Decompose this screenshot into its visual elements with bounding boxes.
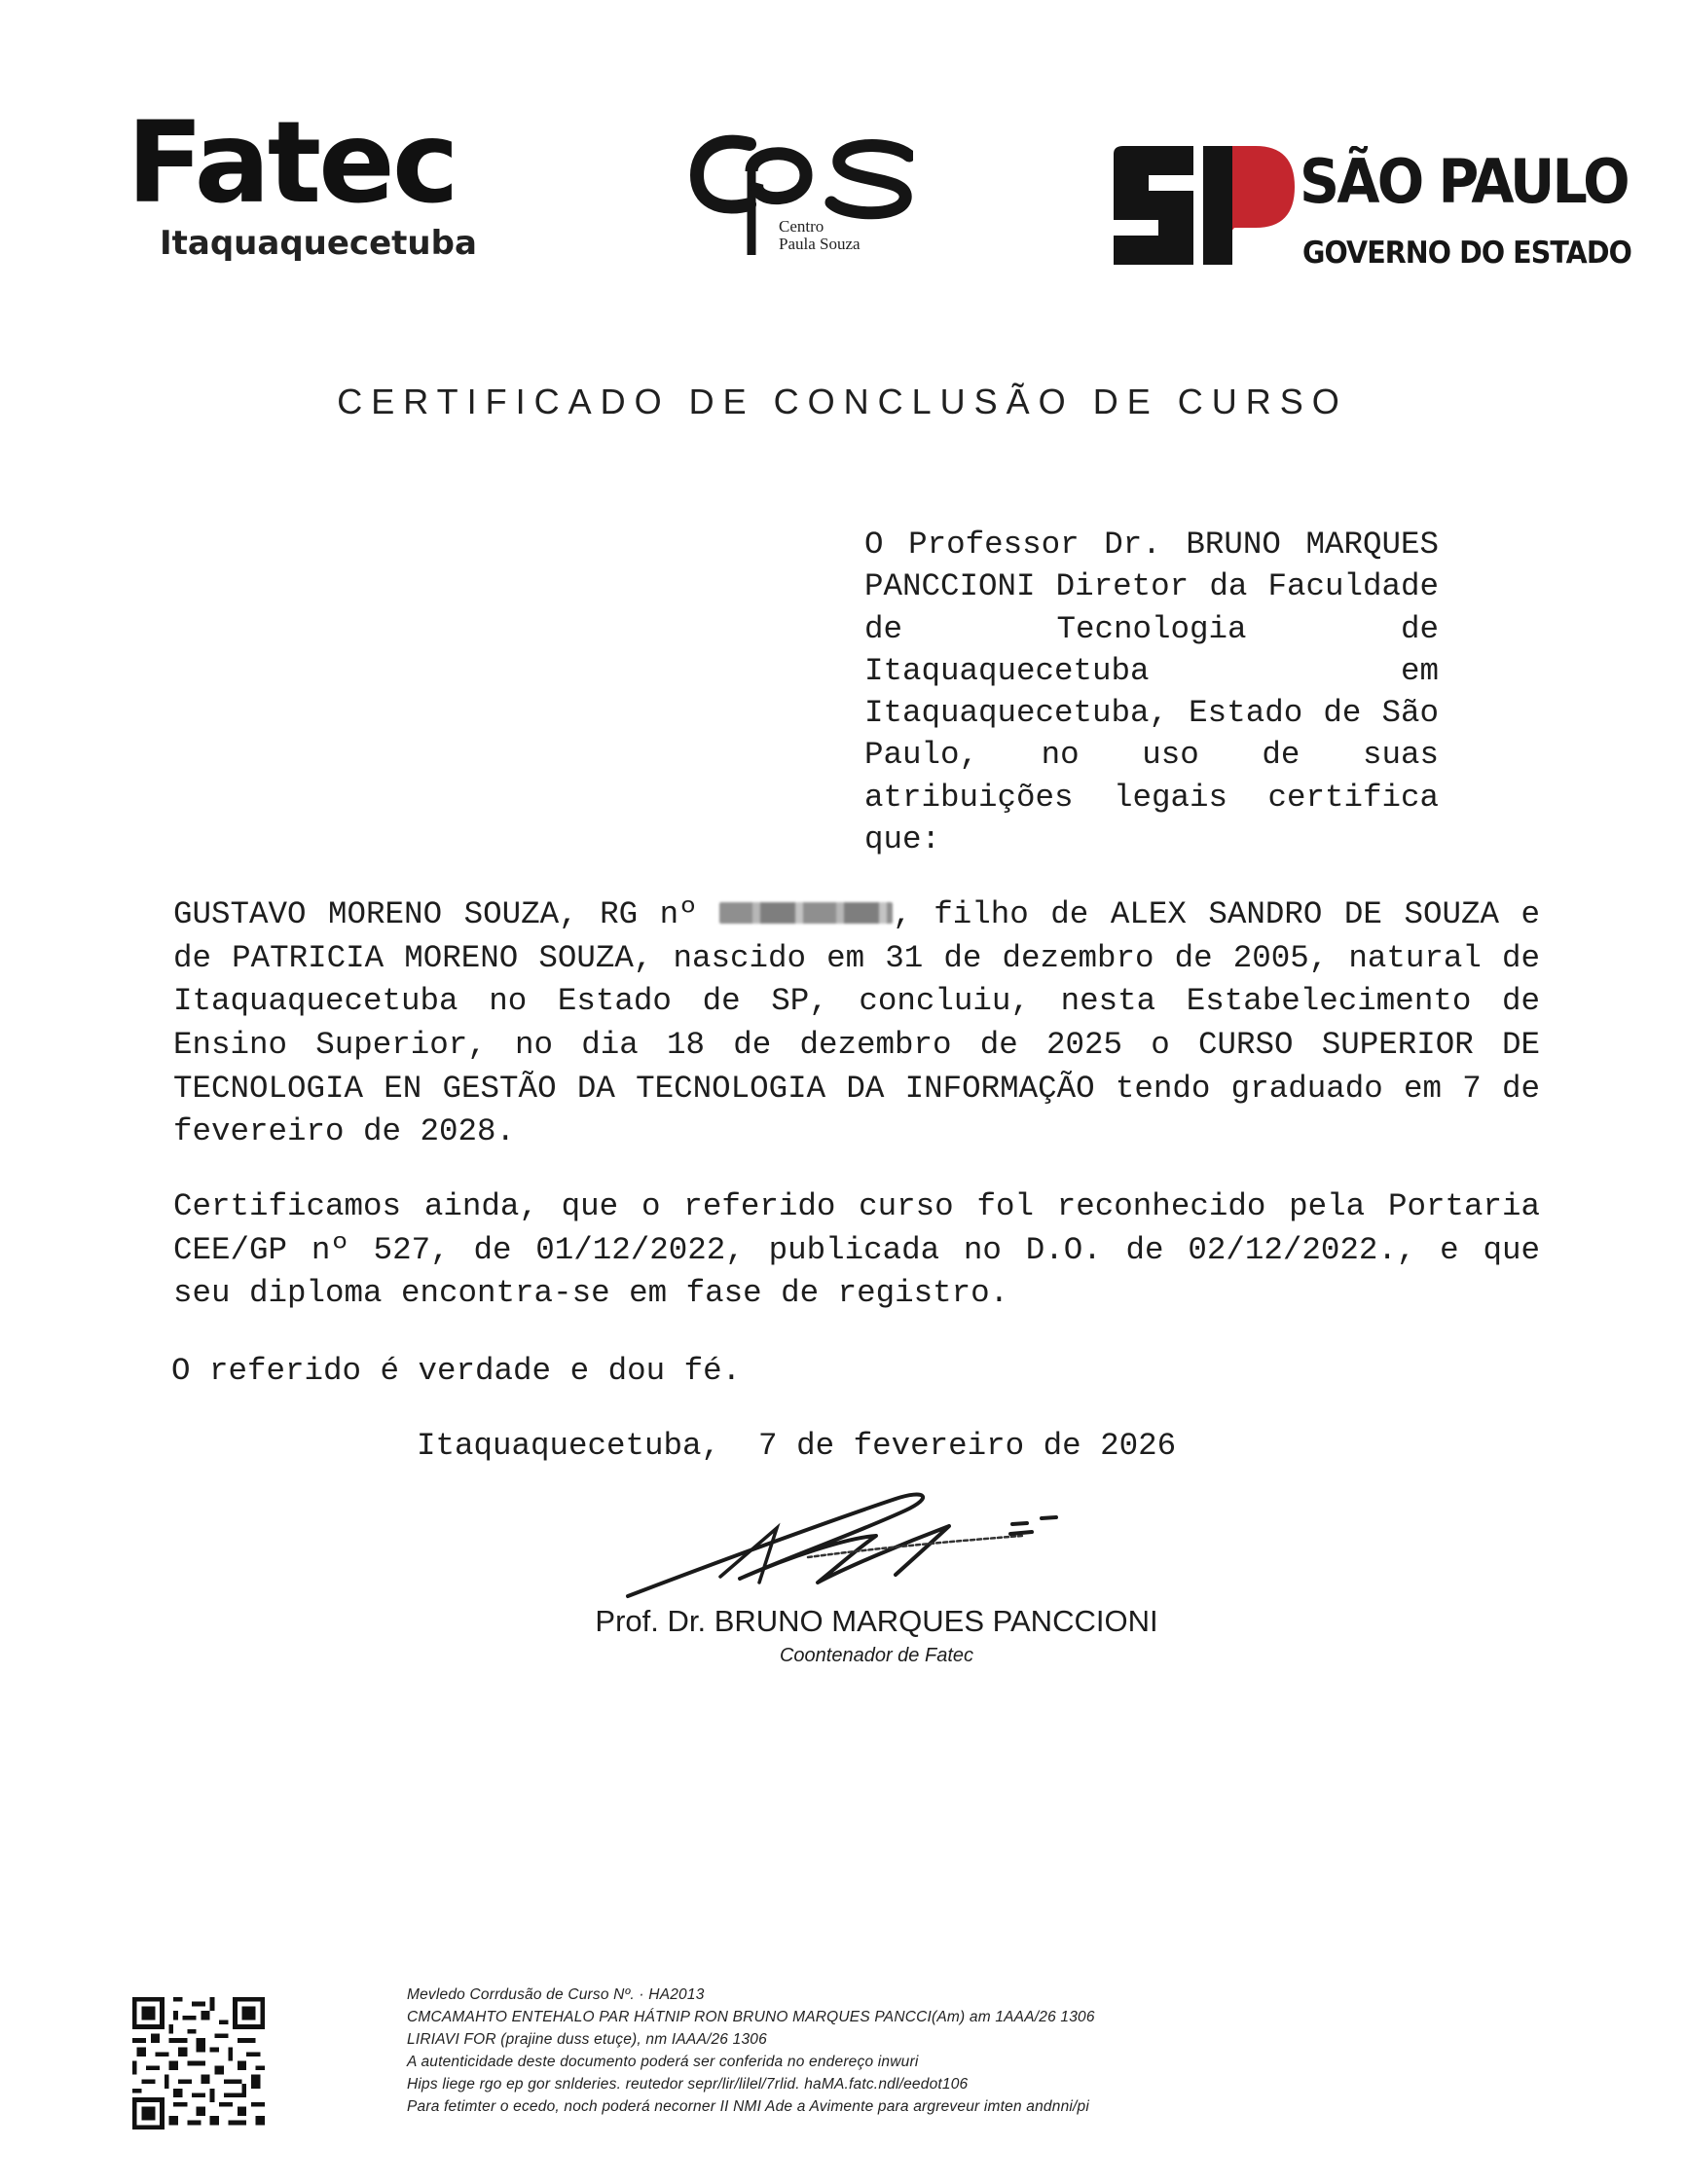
footer-authentication-notes	[407, 1984, 1283, 2118]
intro-line: O Professor Dr. BRUNO MARQUES	[864, 527, 1439, 563]
fatec-logo	[127, 97, 477, 263]
intro-line: PANCCIONI Diretor da Faculdade	[864, 568, 1439, 605]
certification-line: Ensino Superior, no dia 18 de dezembro de 2025 o CURSO SUPERIOR DE	[173, 1027, 1540, 1064]
sp-logo-subtitle: GOVERNO DO ESTADO	[1302, 236, 1631, 271]
certification-paragraph	[173, 893, 1540, 1154]
recognition-line: seu diploma encontra-se em fase de registro.	[173, 1275, 1009, 1312]
certification-line: Itaquaquecetuba no Estado de SP, concluiu, nesta Estabelecimento de	[173, 983, 1540, 1020]
footer-line: Para fetimter o ecedo, noch poderá necorner II NMI Ade a Avimente para argreveur imten andnni/pi	[407, 2098, 1090, 2115]
certification-line-with-rg	[173, 893, 1540, 937]
certification-line: fevereiro de 2028.	[173, 1113, 516, 1150]
place-and-date: Itaquaquecetuba, 7 de fevereiro de 2026	[417, 1428, 1177, 1464]
closing-statement: O referido é verdade e dou fé.	[171, 1353, 742, 1389]
recognition-line: Certificamos ainda, que o referido curso fol reconhecido pela Portaria	[173, 1188, 1540, 1224]
cps-caption-line1: Centro	[779, 217, 824, 236]
document-title: CERTIFICADO DE CONCLUSÃO DE CURSO	[337, 382, 1348, 421]
recognition-line: CEE/GP nº 527, de 01/12/2022, publicada no D.O. de 02/12/2022., e que	[173, 1231, 1540, 1268]
intro-line: atribuições legais certifica	[864, 779, 1439, 816]
cps-caption-line2: Paula Souza	[779, 235, 861, 253]
intro-line: Paulo, no uso de suas	[864, 737, 1439, 774]
footer-line: Hips liege rgo ep gor snlderies. reutedor sepr/lir/lilel/7rlid. haMA.fatc.ndl/eedot106	[407, 2076, 969, 2093]
recognition-paragraph	[173, 1185, 1540, 1316]
signer-role: Coontenador de Fatec	[779, 1645, 974, 1666]
handwritten-signature	[613, 1489, 1119, 1616]
signer-name: Prof. Dr. BRUNO MARQUES PANCCIONI	[595, 1604, 1158, 1638]
footer-line: LIRIAVI FOR (prajine duss etuçe), nm IAAA/26 1306	[407, 2031, 767, 2048]
sp-logo-title: SÃO PAULO	[1300, 146, 1628, 217]
sp-emblem-icon	[1110, 146, 1295, 268]
footer-line: A autenticidade deste documento poderá ser conferida no endereço inwuri	[407, 2054, 919, 2070]
student-name-rg-label: GUSTAVO MORENO SOUZA, RG nº	[173, 896, 698, 932]
intro-line: de Tecnologia de	[864, 610, 1439, 647]
redacted-rg-number	[719, 902, 893, 924]
cps-logo-caption	[779, 218, 861, 253]
intro-paragraph	[864, 524, 1439, 860]
qr-code[interactable]	[132, 1997, 265, 2129]
certification-line: TECNOLOGIA EN GESTÃO DA TECNOLOGIA DA INFORMAÇÃO tendo graduado em 7 de	[173, 1070, 1540, 1107]
parents-text: , filho de ALEX SANDRO DE SOUZA e	[893, 896, 1540, 932]
footer-line: Mevledo Corrdusão de Curso Nº. · HA2013	[407, 1986, 705, 2003]
footer-line: CMCAMAHTO ENTEHALO PAR HÁTNIP RON BRUNO MARQUES PANCCI(Am) am 1AAA/26 1306	[407, 2009, 1095, 2025]
cps-logo	[689, 128, 913, 265]
intro-line: Itaquaquecetuba em	[864, 652, 1439, 689]
intro-line: que:	[864, 821, 941, 858]
intro-line: Itaquaquecetuba, Estado de São	[864, 695, 1439, 732]
fatec-logo-campus: Itaquaquecetuba	[160, 224, 477, 263]
fatec-logo-word: Fatec	[127, 97, 457, 229]
sao-paulo-government-logo	[1110, 146, 1631, 282]
certification-line: de PATRICIA MORENO SOUZA, nascido em 31 de dezembro de 2005, natural de	[173, 939, 1540, 976]
